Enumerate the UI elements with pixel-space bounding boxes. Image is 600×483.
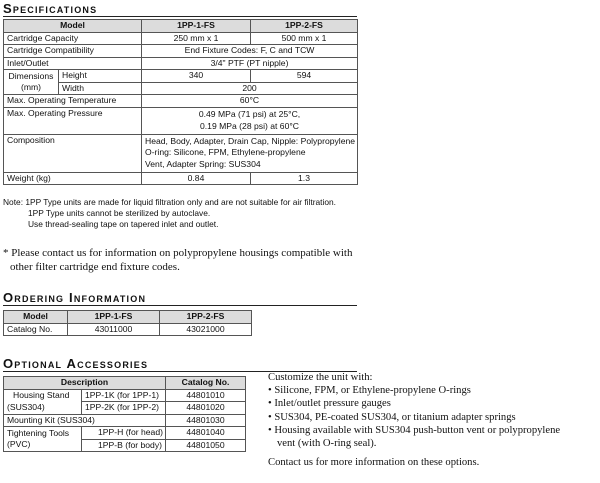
tightening-line-1: Tightening Tools	[7, 427, 70, 438]
customize-item-3: SUS304, PE-coated SUS304, or titanium adapter springs	[274, 411, 516, 423]
table-row	[4, 57, 358, 70]
cell-value: 0.84	[142, 172, 251, 185]
list-item: • Housing available with SUS304 push-button vent or polypropylene	[268, 424, 561, 436]
customize-item-1: Silicone, FPM, or Ethylene-propylene O-rings	[274, 385, 471, 397]
footnote-line-2: other filter cartridge end fixture codes.	[10, 261, 180, 273]
customize-intro: Customize the unit with:	[268, 372, 373, 383]
accessories-table	[3, 376, 246, 452]
header-1pp-1-fs: 1PP-1-FS	[68, 311, 160, 324]
catalog-number: 44801040	[166, 427, 246, 440]
table-row	[4, 323, 252, 336]
accessories-title: Optional Accessories	[3, 356, 149, 371]
specifications-title: Specifications	[3, 1, 98, 16]
cell-value: 340	[142, 70, 251, 83]
cell-value	[142, 107, 358, 134]
header-model: Model	[4, 311, 68, 324]
list-item: • Inlet/outlet pressure gauges	[268, 398, 391, 410]
note-line-3: Use thread-sealing tape on tapered inlet and outlet.	[28, 219, 219, 229]
dimensions-label	[4, 70, 59, 95]
mounting-kit-label: Mounting Kit (SUS304)	[4, 414, 166, 427]
note-line-1: Note: 1PP Type units are made for liquid filtration only and are not suitable for air filtration.	[3, 197, 337, 207]
housing-stand-line-2: (SUS304)	[7, 401, 45, 412]
row-label: Width	[59, 82, 142, 95]
cell-value: 250 mm x 1	[142, 32, 251, 45]
table-row	[4, 70, 358, 83]
cell-value: 60°C	[142, 95, 358, 108]
footnote	[3, 246, 353, 274]
header-description: Description	[4, 377, 166, 390]
dimensions-unit: (mm)	[20, 82, 42, 92]
list-item: • Silicone, FPM, or Ethylene-propylene O-rings	[268, 385, 471, 397]
housing-stand-line-1: Housing Stand	[13, 390, 70, 400]
row-label: Weight (kg)	[4, 172, 142, 185]
table-row	[4, 172, 358, 185]
table-row	[4, 414, 246, 427]
cell-value: End Fixture Codes: F, C and TCW	[142, 45, 358, 58]
row-label: Composition	[4, 134, 142, 172]
cell-value: 500 mm x 1	[251, 32, 358, 45]
header-1pp-2-fs: 1PP-2-FS	[251, 20, 358, 33]
section-rule	[3, 305, 357, 306]
ordering-title: Ordering Information	[3, 290, 147, 305]
row-label: Catalog No.	[4, 323, 68, 336]
header-1pp-1-fs: 1PP-1-FS	[142, 20, 251, 33]
table-row	[4, 32, 358, 45]
tightening-line-2: (PVC)	[7, 439, 31, 449]
composition-line-3: Vent, Adapter Spring: SUS304	[145, 158, 261, 169]
header-1pp-2-fs: 1PP-2-FS	[160, 311, 252, 324]
note-line-2: 1PP Type units cannot be sterilized by autoclave.	[28, 208, 211, 218]
model-cell: 1PP-H (for head)	[82, 427, 166, 440]
row-label: Max. Operating Pressure	[4, 107, 142, 134]
catalog-number: 44801050	[166, 439, 246, 452]
cell-value: 3/4" PTF (PT nipple)	[142, 57, 358, 70]
pressure-line-1: 0.49 MPa (71 psi) at 25°C,	[198, 109, 301, 119]
row-label: Max. Operating Temperature	[4, 95, 142, 108]
tightening-tools-label	[4, 427, 82, 452]
specifications-table	[3, 19, 358, 185]
catalog-number: 44801010	[166, 389, 246, 402]
customize-item-4: Housing available with SUS304 push-button vent or polypropylene	[274, 424, 561, 436]
table-row	[4, 45, 358, 58]
table-row	[4, 134, 358, 172]
footnote-line-1: * Please contact us for information on polypropylene housings compatible with	[3, 247, 353, 259]
composition-line-1: Head, Body, Adapter, Drain Cap, Nipple: Polypropylene	[145, 135, 356, 146]
row-label: Height	[59, 70, 142, 83]
table-row	[4, 107, 358, 134]
customize-item-2: Inlet/outlet pressure gauges	[274, 398, 391, 410]
customize-item-4-cont: vent (with O-ring seal).	[277, 438, 377, 450]
section-rule	[3, 16, 357, 17]
cell-value: 1.3	[251, 172, 358, 185]
row-label: Inlet/Outlet	[4, 57, 142, 70]
table-row	[4, 427, 246, 440]
model-cell: 1PP-1K (for 1PP-1)	[82, 389, 166, 402]
customize-block	[268, 371, 560, 469]
ordering-table	[3, 310, 252, 336]
row-label: Cartridge Capacity	[4, 32, 142, 45]
header-catalog-no: Catalog No.	[166, 377, 246, 390]
cell-value	[142, 134, 358, 172]
table-row	[4, 389, 246, 402]
model-cell: 1PP-B (for body)	[82, 439, 166, 452]
pressure-line-2: 0.19 MPa (28 psi) at 60°C	[200, 120, 299, 131]
dimensions-text: Dimensions	[8, 71, 54, 81]
housing-stand-label	[4, 389, 82, 414]
composition-line-2: O-ring: Silicone, FPM, Ethylene-propylene	[145, 147, 306, 158]
catalog-number: 44801030	[166, 414, 246, 427]
row-label: Cartridge Compatibility	[4, 45, 142, 58]
cell-value: 200	[142, 82, 358, 95]
table-row	[4, 95, 358, 108]
header-model: Model	[4, 20, 142, 33]
catalog-number: 43011000	[68, 323, 160, 336]
list-item: • SUS304, PE-coated SUS304, or titanium adapter springs	[268, 411, 516, 423]
cell-value: 594	[251, 70, 358, 83]
model-cell: 1PP-2K (for 1PP-2)	[82, 402, 166, 415]
catalog-number: 44801020	[166, 402, 246, 415]
catalog-number: 43021000	[160, 323, 252, 336]
customize-contact: Contact us for more information on these options.	[268, 457, 480, 469]
